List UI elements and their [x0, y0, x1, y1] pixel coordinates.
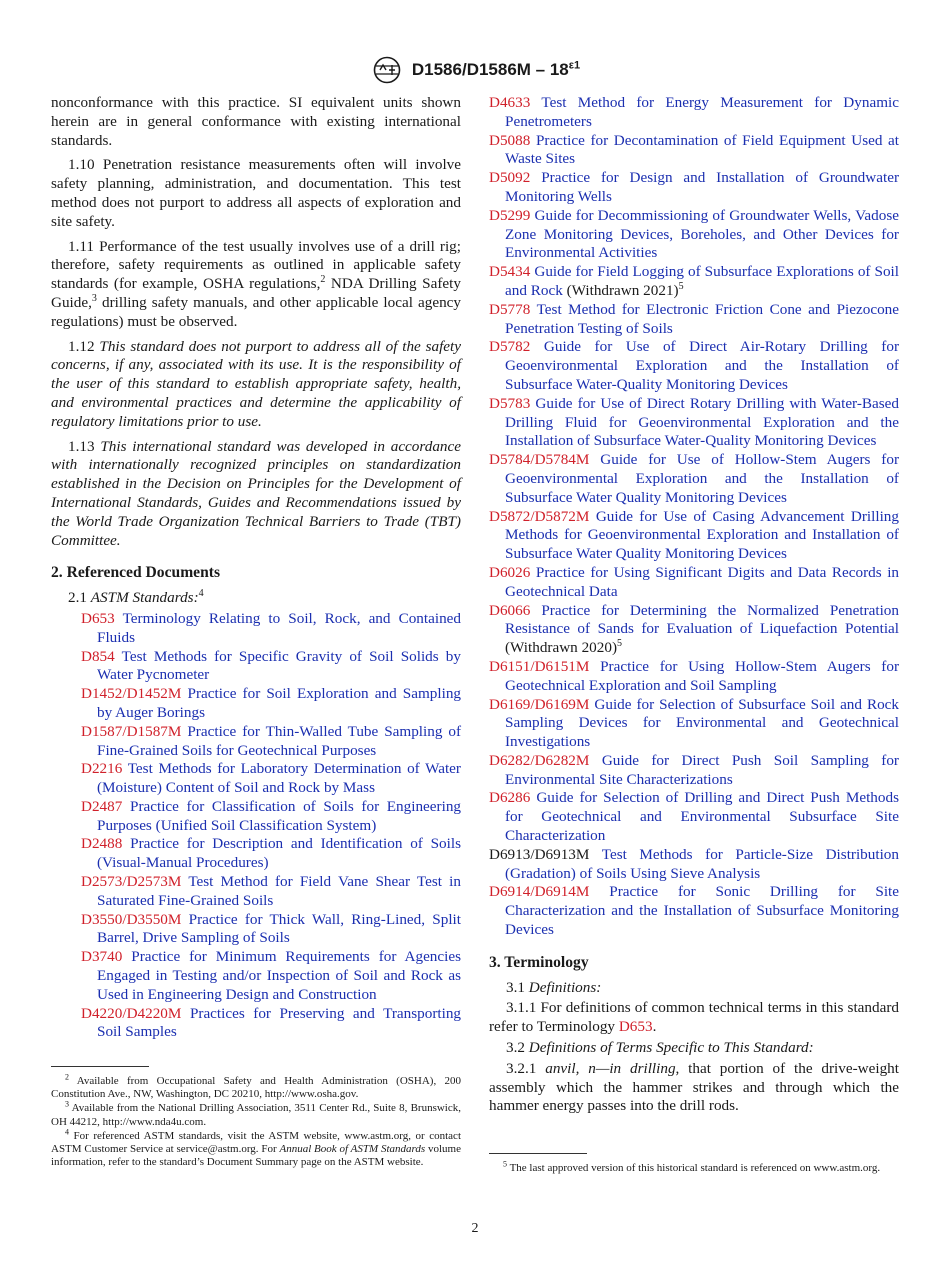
astm-logo-icon [370, 56, 404, 84]
subsection-3-1-1: 3.1.1 For definitions of common technical terms in this standard refer to Terminology D653. [489, 999, 899, 1036]
reference-item[interactable]: D2487 Practice for Classification of Soils for Engineering Purposes (Unified Soil Classification System) [81, 797, 462, 834]
reference-item[interactable]: D5088 Practice for Decontamination of Field Equipment Used at Waste Sites [489, 131, 899, 168]
reference-item[interactable]: D5092 Practice for Design and Installation of Groundwater Monitoring Wells [489, 169, 899, 205]
reference-list-left [51, 610, 461, 1042]
reference-item[interactable]: D2216 Test Methods for Laboratory Determination of Water (Moisture) Content of Soil and Rock by Mass [81, 760, 461, 797]
footnotes-right [489, 1153, 899, 1176]
reference-item[interactable]: D5783 Guide for Use of Direct Rotary Drilling with Water-Based Drilling Fluid for Geoenvironmental Exploration and the Installation of Subsurface Water-Quality Monitoring Devices [489, 394, 899, 450]
page-header [0, 56, 950, 89]
reference-item[interactable]: D6026 Practice for Using Significant Digits and Data Records in Geotechnical Data [489, 563, 900, 600]
section-heading-terminology: 3. Terminology [489, 953, 589, 971]
reference-item[interactable]: D6913/D6913M Test Methods for Particle-Size Distribution (Gradation) of Soils Using Sieve Analysis [489, 845, 899, 882]
right-column [489, 94, 899, 1118]
reference-item[interactable]: D2573/D2573M Test Method for Field Vane Shear Test in Saturated Fine-Grained Soils [81, 873, 461, 909]
paragraph-1-13: 1.13 This international standard was developed in accordance with internationally recognized principles on standardization established in the Decision on Principles for the Development of International Standards, Guides and Recommendations issued by the World Trade Organization Technical Barriers to Trade (TBT) Committee. [51, 437, 461, 549]
reference-item[interactable]: D1587/D1587M Practice for Thin-Walled Tube Sampling of Fine-Grained Soils for Geotechnical Purposes [81, 722, 462, 759]
reference-item[interactable]: D5782 Guide for Use of Direct Air-Rotary Drilling for Geoenvironmental Exploration and the Installation of Subsurface Water-Quality Monitoring Devices [489, 338, 900, 393]
reference-item[interactable]: D2488 Practice for Description and Identification of Soils (Visual-Manual Procedures) [81, 835, 461, 872]
reference-item[interactable]: D5778 Test Method for Electronic Friction Cone and Piezocone Penetration Testing of Soils [489, 300, 899, 337]
footnotes-left [51, 1066, 461, 1170]
reference-item[interactable]: D6914/D6914M Practice for Sonic Drilling for Site Characterization and the Installation of Subsurface Monitoring Devices [489, 883, 900, 939]
reference-item[interactable]: D1452/D1452M Practice for Soil Exploration and Sampling by Auger Borings [81, 685, 462, 721]
subsection-3-2-1: 3.2.1 anvil, n—in drilling, that portion of the drive-weight assembly which the hammer strikes and through which the hammer energy passes into the drill rods. [489, 1059, 899, 1115]
paragraph-continued: nonconformance with this practice. SI equivalent units shown herein are in general conformance with existing international standards. [51, 94, 461, 149]
reference-item[interactable]: D6169/D6169M Guide for Selection of Subsurface Soil and Rock Sampling Devices for Environmental and Geotechnical Investigations [489, 695, 900, 751]
reference-item[interactable]: D3740 Practice for Minimum Requirements for Agencies Engaged in Testing and/or Inspection of Soil and Rock as Used in Engineering Design and Construction [81, 948, 462, 1003]
paragraph-1-12: 1.12 This standard does not purport to address all of the safety concerns, if any, associated with its use. It is the responsibility of the user of this standard to establish appropriate safety, health, and environmental practices and determine the applicability of regulatory limitations prior to use. [51, 337, 462, 430]
reference-item[interactable]: D3550/D3550M Practice for Thick Wall, Ring-Lined, Split Barrel, Drive Sampling of Soils [81, 910, 461, 947]
page-number: 2 [471, 1221, 479, 1236]
footnote-3: $^3$ Available from the National Drilling Association, 3511 Center Rd., Suite 8, Brunswick, OH 44212, http://www.nda4u.com. [51, 1099, 461, 1128]
footnote-ref-4[interactable]: 4 [198, 588, 204, 600]
footnote-ref-3[interactable]: 3 [91, 292, 97, 304]
reference-item[interactable]: D6282/D6282M Guide for Direct Push Soil Sampling for Environmental Site Characterizations [489, 751, 899, 788]
footnote-2: $^2$ Available from Occupational Safety and Health Administration (OSHA), 200 Constitution Ave., NW, Washington, DC 20210, http://www.osha.gov. [51, 1072, 462, 1101]
footnote-5: $^5$ The last approved version of this historical standard is referenced on www.astm.org. [503, 1159, 881, 1174]
subsection-3-1: 3.1 Definitions: [506, 978, 602, 996]
footnote-divider [51, 1066, 149, 1067]
reference-item[interactable]: D4220/D4220M Practices for Preserving and Transporting Soil Samples [81, 1004, 462, 1041]
reference-list-right [489, 94, 899, 940]
reference-item[interactable]: D5784/D5784M Guide for Use of Hollow-Stem Augers for Geoenvironmental Exploration and the Installation of Subsurface Water Quality Monitoring Devices [489, 451, 899, 506]
reference-item[interactable]: D6286 Guide for Selection of Drilling and Direct Push Methods for Geotechnical and Environmental Subsurface Site Characterization [489, 789, 899, 845]
footnote-divider [489, 1153, 587, 1154]
subsection-3-2: 3.2 Definitions of Terms Specific to This Standard: [506, 1039, 814, 1057]
reference-item[interactable]: D5299 Guide for Decommissioning of Groundwater Wells, Vadose Zone Monitoring Devices, Boreholes, and Other Devices for Environmental Activities [489, 206, 899, 262]
document-id: $D1586/D1586M - 18^{\varepsilon 1}$ [411, 59, 581, 79]
footnote-4: $^4$ For referenced ASTM standards, visit the ASTM website, www.astm.org, or contact ASTM Customer Service at service@astm.org. For Annual Book of ASTM Standards volume information, refer to the standard’s Document Summary page on the ASTM website. [51, 1127, 461, 1169]
footnote-ref-2[interactable]: 2 [320, 274, 326, 286]
section-heading-referenced-documents: 2. Referenced Documents [51, 564, 221, 582]
reference-item[interactable]: D6151/D6151M Practice for Using Hollow-Stem Augers for Geotechnical Exploration and Soil Sampling [489, 657, 899, 694]
paragraph-1-11: 1.11 Performance of the test usually involves use of a drill rig; therefore, safety requirements as outlined in applicable safety standards (for example, OSHA regulations,$^2$ NDA Drilling Safety Guide,$^3$ drilling safety manuals, and other applicable local agency regulations) must be observed. [51, 237, 461, 330]
reference-item[interactable]: D6066 Practice for Determining the Normalized Penetration Resistance of Sands for Evaluation of Liquefaction Potential (Withdrawn 2020)$^5$ [489, 601, 899, 657]
edition-superscript: ε1 [568, 59, 581, 72]
reference-item[interactable]: D5434 Guide for Field Logging of Subsurface Explorations of Soil and Rock (Withdrawn 2021)$^5$ [489, 263, 899, 299]
reference-item[interactable]: D4633 Test Method for Energy Measurement for Dynamic Penetrometers [489, 94, 899, 130]
reference-item[interactable]: D653 Terminology Relating to Soil, Rock, and Contained Fluids [81, 609, 461, 646]
left-column [51, 94, 461, 1042]
paragraph-1-10: 1.10 Penetration resistance measurements often will involve safety planning, administration, and documentation. This test method does not purport to address all aspects of exploration and site safety. [51, 156, 461, 230]
reference-item[interactable]: D854 Test Methods for Specific Gravity of Soil Solids by Water Pycnometer [81, 647, 461, 684]
subsection-2-1: 2.1 ASTM Standards:$^4$ [68, 588, 204, 607]
link-d653[interactable]: D653 [618, 1018, 653, 1036]
reference-item[interactable]: D5872/D5872M Guide for Use of Casing Advancement Drilling Methods for Geoenvironmental Exploration and Installation of Subsurface Water Quality Monitoring Devices [489, 507, 899, 563]
